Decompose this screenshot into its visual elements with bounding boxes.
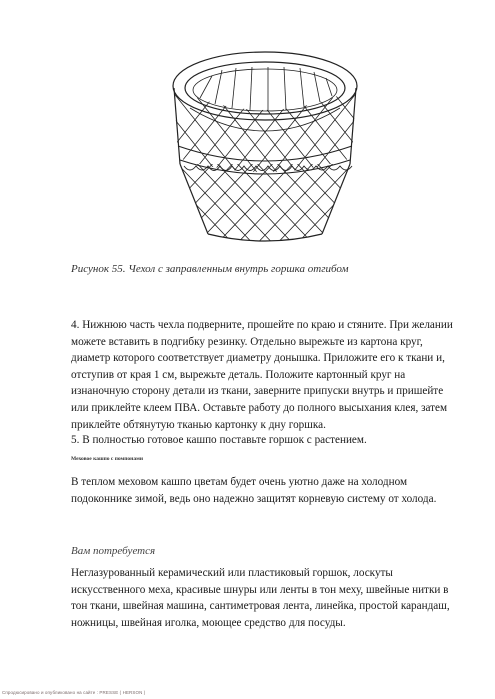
step-5-paragraph: 5. В полностью готовое кашпо поставьте горшок с растением. [71,434,367,446]
footer-watermark: Спродюсировано и опубликовано на сайте : PRESSE ( HERSON ) [2,690,146,695]
materials-heading: Вам потребуется [71,545,156,557]
section-subheading: Меховое кашпо с помпонами [71,456,144,462]
step-4-paragraph: 4. Нижнюю часть чехла подверните, прошейте по краю и стяните. При желании можете вставить в подгибку резинку. Отдельно вырежьте из картона круг, диаметр которого соответствует диаметру донышка. Приложите его к ткани и, отступив от края 1 см, вырежьте деталь. Положите картонный круг на изнаночную сторону детали из ткани, заверните припуски внутрь и пришейте или приклейте клеем ПВА. Оставьте работу до полного высыхания клея, затем приклейте обтянутую тканью картонку к дну горшка. [71,319,453,431]
figure-caption: Рисунок 55. Чехол с заправленным внутрь горшка отгибом [71,263,349,275]
materials-paragraph: Неглазурованный керамический или пластиковый горшок, лоскуты искусственного меха, красивые шнуры или ленты в тон меху, швейные нитки в тон ткани, швейная машина, сантиметровая лента, линейка, простой карандаш, ножницы, швейная иголка, моющее средство для посуды. [71,567,450,629]
basket-pot-cover-icon [160,36,370,248]
section-intro-paragraph: В теплом меховом кашпо цветам будет очень уютно даже на холодном подоконнике зимой, ведь оно надежно защитят корневую систему от холода. [71,476,437,505]
